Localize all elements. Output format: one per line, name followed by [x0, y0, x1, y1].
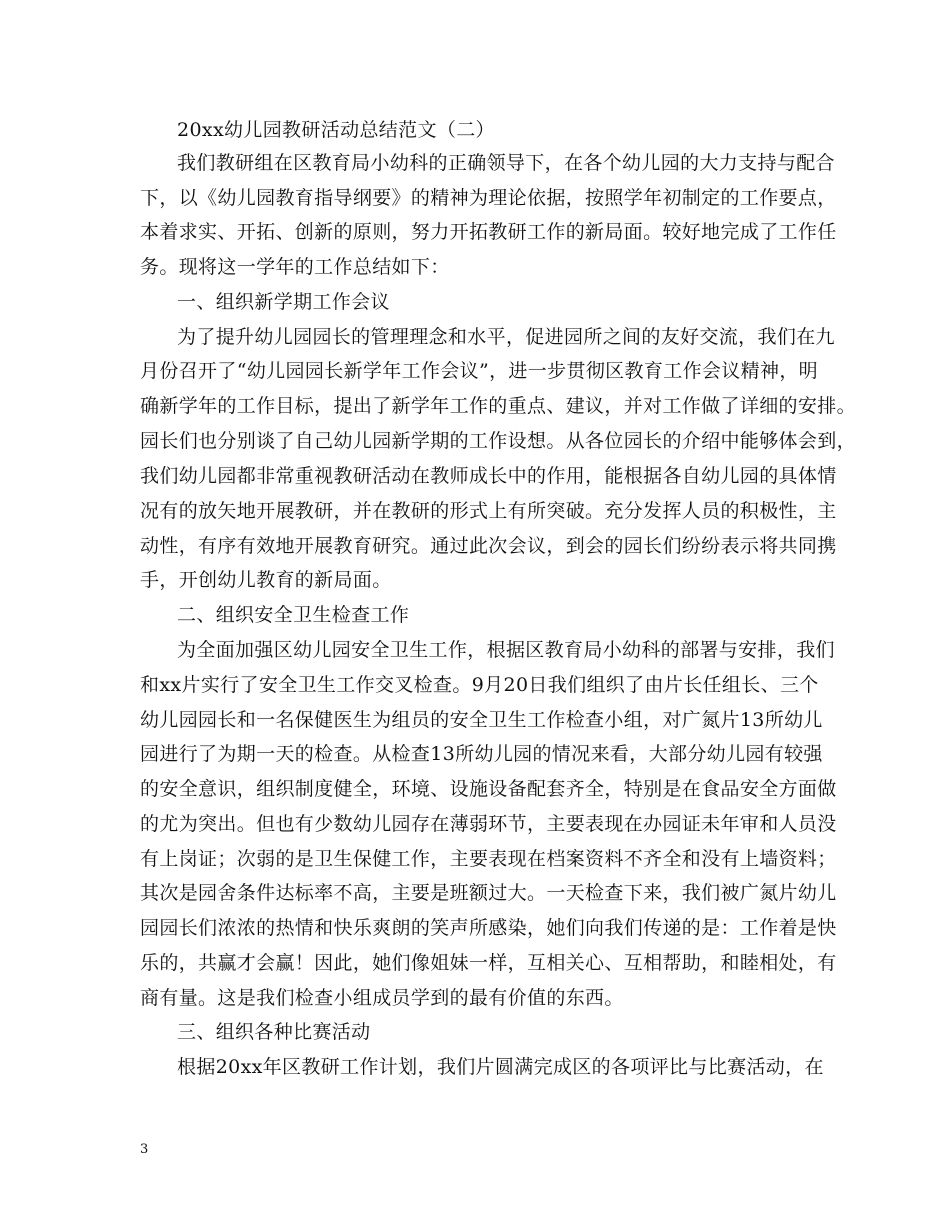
- paragraph-line: 下，以《幼儿园教育指导纲要》的精神为理论依据，按照学年初制定的工作要点，: [140, 187, 837, 209]
- paragraph-line: 园园长们浓浓的热情和快乐爽朗的笑声所感染，她们向我们传递的是：工作着是快: [140, 917, 837, 939]
- paragraph-line: 我们教研组在区教育局小幼科的正确领导下，在各个幼儿园的大力支持与配合: [177, 152, 835, 174]
- section-heading: 二、组织安全卫生检查工作: [177, 604, 410, 626]
- paragraph-line: 根据20xx年区教研工作计划，我们片圆满完成区的各项评比与比赛活动，在: [177, 1056, 824, 1078]
- paragraph-line: 园进行了为期一天的检查。从检查13所幼儿园的情况来看，大部分幼儿园有较强: [140, 743, 823, 765]
- paragraph-line: 乐的，共赢才会赢！因此，她们像姐妹一样，互相关心、互相帮助，和睦相处，有: [140, 952, 837, 974]
- paragraph-line: 为全面加强区幼儿园安全卫生工作，根据区教育局小幼科的部署与安排，我们: [177, 639, 835, 661]
- paragraph-line: 园长们也分别谈了自己幼儿园新学期的工作设想。从各位园长的介绍中能够体会到，: [140, 430, 856, 452]
- paragraph-line: 况有的放矢地开展教研，并在教研的形式上有所突破。充分发挥人员的积极性，主: [140, 500, 837, 522]
- paragraph-line: 本着求实、开拓、创新的原则，努力开拓教研工作的新局面。较好地完成了工作任: [140, 221, 837, 243]
- paragraph-line: 动性，有序有效地开展教育研究。通过此次会议，到会的园长们纷纷表示将共同携: [140, 535, 837, 557]
- paragraph-line: 有上岗证；次弱的是卫生保健工作，主要表现在档案资料不齐全和没有上墙资料；: [140, 848, 837, 870]
- section-heading: 一、组织新学期工作会议: [177, 291, 390, 313]
- document-title: 20xx幼儿园教研活动总结范文（二）: [177, 119, 495, 141]
- paragraph-line: 的安全意识，组织制度健全，环境、设施设备配套齐全，特别是在食品安全方面做: [140, 778, 837, 800]
- paragraph-line: 和xx片实行了安全卫生工作交叉检查。9月20日我们组织了由片长任组长、三个: [140, 674, 819, 696]
- paragraph-line: 我们幼儿园都非常重视教研活动在教师成长中的作用，能根据各自幼儿园的具体情: [140, 465, 837, 487]
- paragraph-line: 商有量。这是我们检查小组成员学到的最有价值的东西。: [140, 987, 624, 1009]
- paragraph-line: 务。现将这一学年的工作总结如下：: [140, 256, 450, 278]
- paragraph-line: 幼儿园园长和一名保健医生为组员的安全卫生工作检查小组，对广氮片13所幼儿: [140, 709, 823, 731]
- page-number: 3: [140, 1142, 149, 1157]
- paragraph-line: 月份召开了“幼儿园园长新学年工作会议”，进一步贯彻区教育工作会议精神，明: [140, 360, 819, 382]
- section-heading: 三、组织各种比赛活动: [177, 1021, 371, 1043]
- paragraph-line: 的尤为突出。但也有少数幼儿园存在薄弱环节，主要表现在办园证未年审和人员没: [140, 813, 837, 835]
- paragraph-line: 其次是园舍条件达标率不高，主要是班额过大。一天检查下来，我们被广氮片幼儿: [140, 882, 837, 904]
- paragraph-line: 确新学年的工作目标，提出了新学年工作的重点、建议，并对工作做了详细的安排。: [140, 395, 856, 417]
- paragraph-line: 手，开创幼儿教育的新局面。: [140, 569, 392, 591]
- paragraph-line: 为了提升幼儿园园长的管理理念和水平，促进园所之间的友好交流，我们在九: [177, 326, 835, 348]
